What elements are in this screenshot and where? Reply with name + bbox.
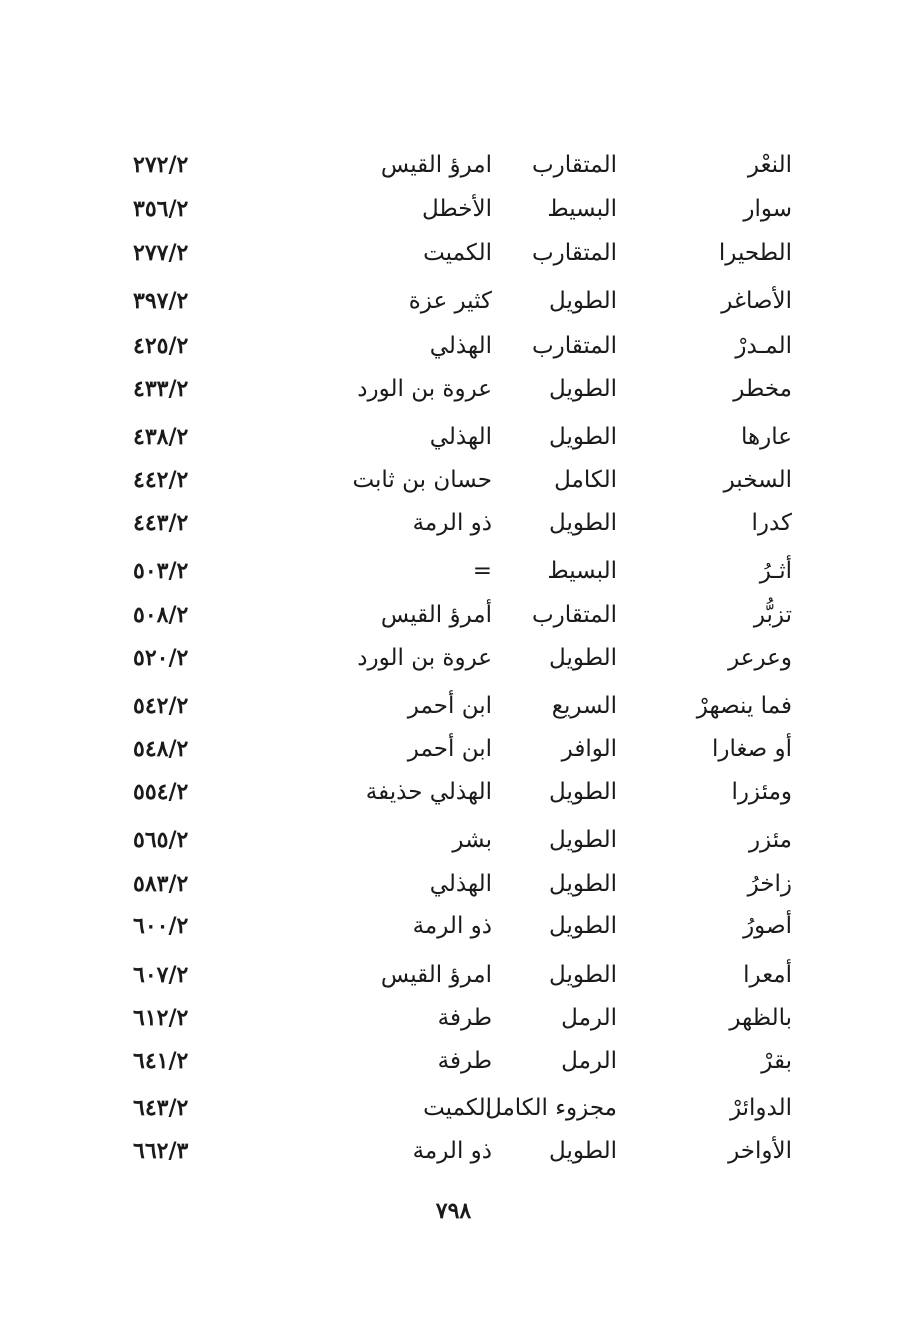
rhyme-word: أو صغارا [712, 736, 792, 762]
meter-name: البسيط [547, 558, 617, 584]
page-reference: ٥٥٤/٢ [133, 779, 189, 805]
poet-name: ذو الرمة [412, 913, 492, 939]
page-reference: ٥٠٨/٢ [133, 602, 189, 628]
poet-name: الهذلي حذيفة [365, 779, 492, 805]
page-reference: ٦١٢/٢ [133, 1005, 189, 1031]
page-reference: ٥٠٣/٢ [133, 558, 189, 584]
index-row [0, 998, 907, 1038]
poet-name: الكميت [423, 1095, 492, 1121]
poet-name: امرؤ القيس [380, 152, 492, 178]
index-row [0, 417, 907, 457]
meter-name: الطويل [549, 510, 617, 536]
index-row [0, 189, 907, 229]
meter-name: الطويل [549, 645, 617, 671]
meter-name: الوافر [561, 736, 617, 762]
meter-name: المتقارب [531, 333, 617, 359]
page-reference: ٥٤٨/٢ [133, 736, 189, 762]
rhyme-word: الدوائرْ [729, 1095, 792, 1121]
meter-name: الطويل [549, 376, 617, 402]
index-row [0, 686, 907, 726]
index-row [0, 772, 907, 812]
index-row [0, 864, 907, 904]
page-reference: ٢٧٧/٢ [133, 240, 189, 266]
meter-name: الطويل [549, 871, 617, 897]
meter-name: الطويل [549, 913, 617, 939]
poet-name: ذو الرمة [412, 1138, 492, 1164]
index-row [0, 1088, 907, 1128]
page-reference: ٤٤٢/٢ [133, 467, 189, 493]
index-row [0, 233, 907, 273]
rhyme-word: بالظهر [729, 1005, 792, 1031]
index-row [0, 638, 907, 678]
index-row [0, 820, 907, 860]
rhyme-word: الأواخر [728, 1138, 792, 1164]
meter-name: الطويل [549, 424, 617, 450]
poet-name: ابن أحمر [407, 693, 492, 719]
rhyme-word: أصورُ [743, 913, 792, 939]
page-reference: ٦٠٠/٢ [133, 913, 189, 939]
meter-name: الطويل [549, 288, 617, 314]
poet-name: كثير عزة [408, 288, 492, 314]
index-row [0, 460, 907, 500]
index-row [0, 955, 907, 995]
rhyme-word: وعرعر [728, 645, 792, 671]
meter-name: المتقارب [531, 152, 617, 178]
page-reference: ٥٤٢/٢ [133, 693, 189, 719]
poet-name: الهذلي [429, 871, 492, 897]
page-reference: ٤٣٣/٢ [133, 376, 189, 402]
index-row [0, 551, 907, 591]
meter-name: الطويل [549, 779, 617, 805]
index-row [0, 595, 907, 635]
meter-name: الطويل [549, 962, 617, 988]
rhyme-word: سوار [743, 196, 792, 222]
index-row [0, 1041, 907, 1081]
meter-name: البسيط [547, 196, 617, 222]
index-row [0, 906, 907, 946]
poet-name: عروة بن الورد [357, 645, 492, 671]
rhyme-word: عارها [741, 424, 792, 450]
rhyme-word: أمعرا [743, 962, 792, 988]
rhyme-word: ومئزرا [731, 779, 792, 805]
page-reference: ٥٨٣/٢ [133, 871, 189, 897]
rhyme-word: كدرا [751, 510, 792, 536]
rhyme-word: المـدرْ [735, 333, 792, 359]
meter-name: مجزوء الكامل [485, 1095, 617, 1121]
index-row [0, 503, 907, 543]
rhyme-word: مخطر [733, 376, 792, 402]
poet-name: الهذلي [429, 424, 492, 450]
meter-name: الطويل [549, 827, 617, 853]
page-reference: ٣٩٧/٢ [133, 288, 189, 314]
poet-name: طرفة [437, 1048, 492, 1074]
page-reference: ٣٥٦/٢ [133, 196, 189, 222]
rhyme-word: أثـرُ [759, 558, 792, 584]
meter-name: الرمل [561, 1005, 617, 1031]
rhyme-word: الأصاغر [721, 288, 792, 314]
page-reference: ٥٢٠/٢ [133, 645, 189, 671]
meter-name: الكامل [554, 467, 617, 493]
meter-name: المتقارب [531, 602, 617, 628]
meter-name: الرمل [561, 1048, 617, 1074]
poet-name: الأخطل [421, 196, 492, 222]
poet-name: الهذلي [429, 333, 492, 359]
meter-name: المتقارب [531, 240, 617, 266]
poet-name: ابن أحمر [407, 736, 492, 762]
rhyme-word: الطحيرا [718, 240, 792, 266]
rhyme-word: مئزر [748, 827, 792, 853]
page-reference: ٦٤٣/٢ [133, 1095, 189, 1121]
poet-name: طرفة [437, 1005, 492, 1031]
page-reference: ٤٣٨/٢ [133, 424, 189, 450]
poet-name: الكميت [423, 240, 492, 266]
page-number: ٧٩٨ [435, 1198, 472, 1224]
index-row [0, 281, 907, 321]
rhyme-word: النعْر [747, 152, 792, 178]
page-reference: ٥٦٥/٢ [133, 827, 189, 853]
page-reference: ٦٠٧/٢ [133, 962, 189, 988]
page-reference: ٦٦٢/٣ [133, 1138, 189, 1164]
page-reference: ٤٢٥/٢ [133, 333, 189, 359]
page-reference: ٤٤٣/٢ [133, 510, 189, 536]
index-row [0, 326, 907, 366]
poet-name: حسان بن ثابت [352, 467, 492, 493]
index-row [0, 1131, 907, 1171]
page-reference: ٢٧٢/٢ [133, 152, 189, 178]
meter-name: الطويل [549, 1138, 617, 1164]
index-row [0, 145, 907, 185]
poet-name: أمرؤ القيس [380, 602, 492, 628]
poet-name: ذو الرمة [412, 510, 492, 536]
index-row [0, 729, 907, 769]
rhyme-word: السخبر [723, 467, 792, 493]
rhyme-word: زاخرُ [747, 871, 792, 897]
page-reference: ٦٤١/٢ [133, 1048, 189, 1074]
poet-name: عروة بن الورد [357, 376, 492, 402]
rhyme-word: تزبُّر [753, 602, 792, 628]
meter-name: السريع [551, 693, 617, 719]
poet-name: = [472, 558, 492, 584]
rhyme-word: فما ينصهرْ [696, 693, 792, 719]
poet-name: بشر [452, 827, 492, 853]
rhyme-word: بقرْ [761, 1048, 792, 1074]
index-row [0, 369, 907, 409]
poet-name: امرؤ القيس [380, 962, 492, 988]
